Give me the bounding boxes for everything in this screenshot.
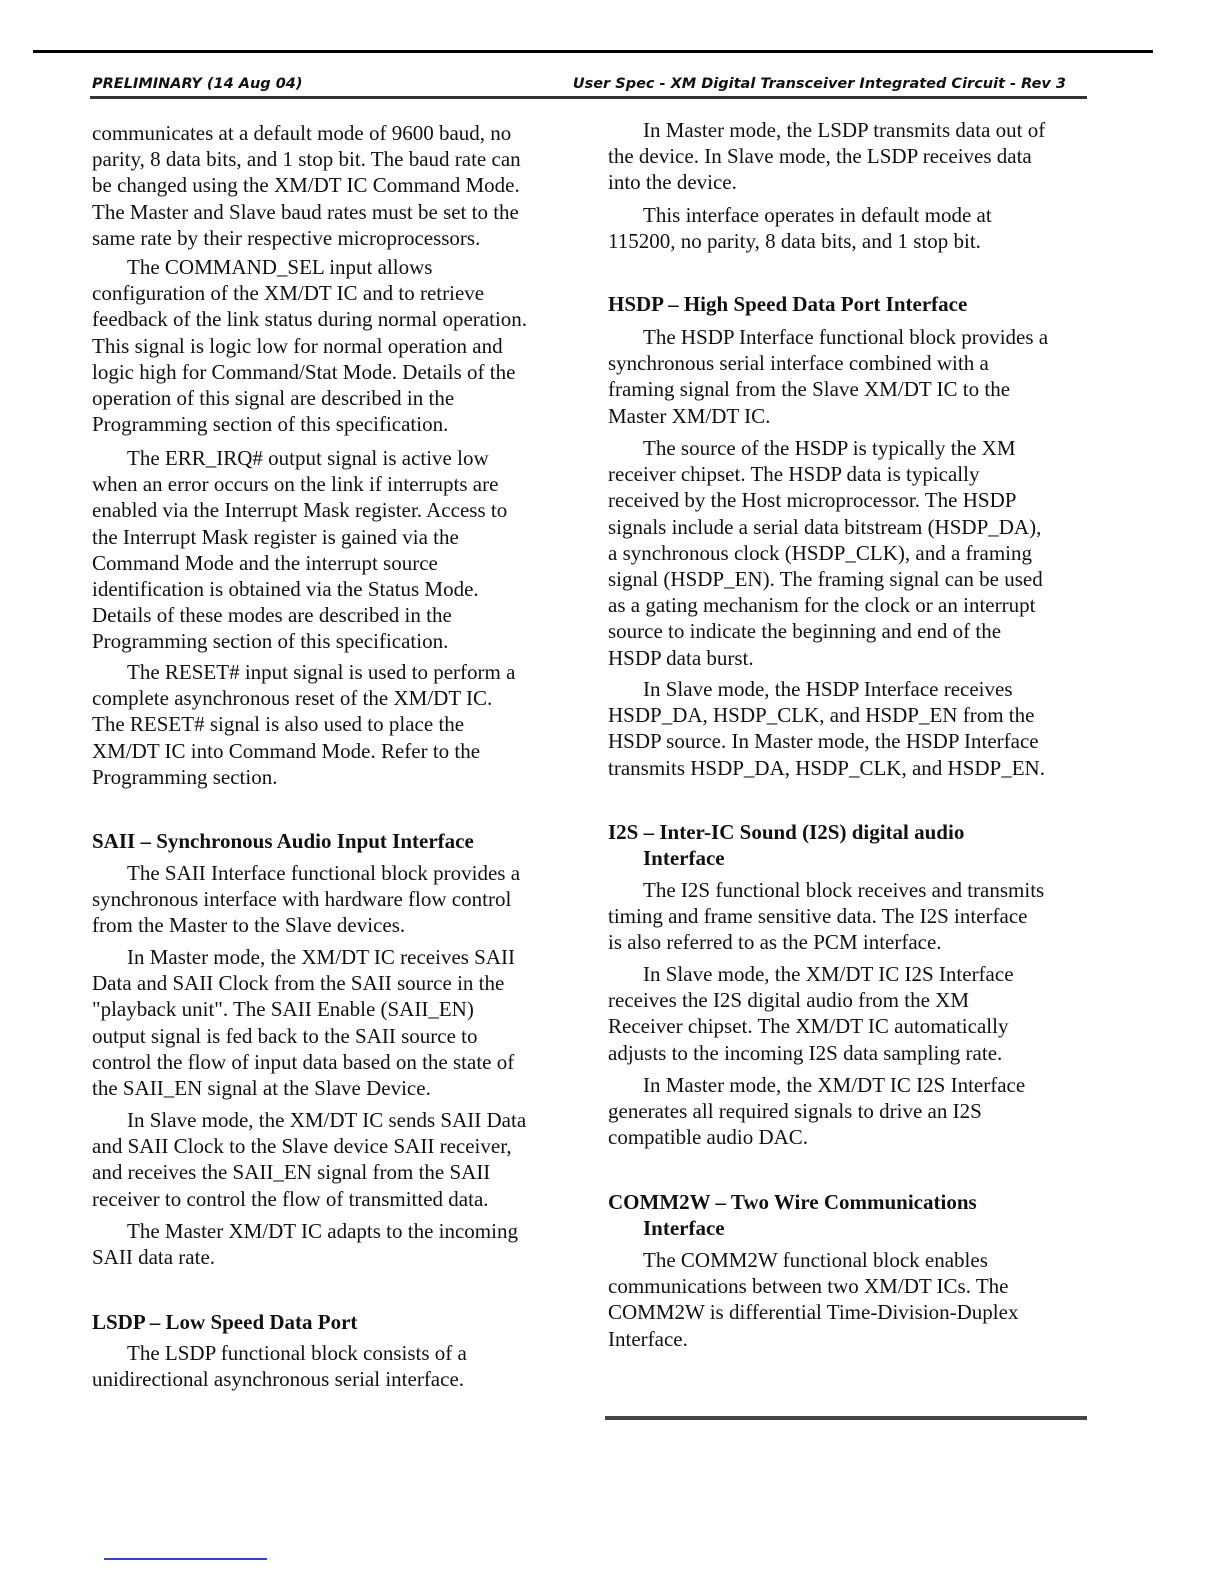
text-line: The COMM2W functional block enables: [643, 1248, 988, 1272]
text-line: The Master and Slave baud rates must be set to the: [92, 199, 519, 224]
text-line: parity, 8 data bits, and 1 stop bit. The baud rate can: [92, 147, 521, 172]
text-line: In Slave mode, the HSDP Interface receives: [643, 677, 1013, 701]
paragraph: [608, 202, 992, 254]
end-rule: [605, 1416, 1087, 1420]
paragraph: [608, 961, 1014, 1066]
heading-line: LSDP – Low Speed Data Port: [92, 1310, 358, 1334]
text-line: Command Mode and the interrupt source: [92, 550, 438, 575]
text-line: timing and frame sensitive data. The I2S interface: [608, 904, 1028, 929]
text-line: output signal is fed back to the SAII source to: [92, 1023, 478, 1048]
section-heading: [608, 1189, 977, 1241]
text-line: The source of the HSDP is typically the XM: [643, 436, 1016, 460]
text-line: The COMMAND_SEL input allows: [127, 255, 433, 279]
paragraph: [608, 324, 1048, 429]
paragraph: [608, 435, 1043, 671]
text-line: a synchronous clock (HSDP_CLK), and a framing: [608, 540, 1032, 565]
text-line: COMM2W is differential Time-Division-Duplex: [608, 1300, 1019, 1325]
text-line: Programming section of this specification.: [92, 629, 449, 654]
paragraph: [608, 117, 1045, 196]
header-left: PRELIMINARY (14 Aug 04): [92, 76, 303, 92]
paragraph: [92, 254, 527, 437]
paragraph: [92, 120, 521, 251]
text-line: complete asynchronous reset of the XM/DT IC.: [92, 686, 493, 711]
footnote-rule: [104, 1558, 267, 1560]
text-line: This interface operates in default mode at: [643, 203, 992, 227]
text-line: In Slave mode, the XM/DT IC I2S Interface: [643, 962, 1014, 986]
text-line: logic high for Command/Stat Mode. Details of the: [92, 359, 516, 384]
text-line: operation of this signal are described in the: [92, 386, 455, 411]
text-line: from the Master to the Slave devices.: [92, 913, 406, 938]
text-line: Data and SAII Clock from the SAII source in the: [92, 971, 505, 996]
text-line: 115200, no parity, 8 data bits, and 1 stop bit.: [608, 229, 981, 254]
text-line: HSDP data burst.: [608, 645, 754, 670]
text-line: The Master XM/DT IC adapts to the incoming: [127, 1219, 518, 1243]
text-line: Receiver chipset. The XM/DT IC automatically: [608, 1014, 1009, 1039]
text-line: The RESET# input signal is used to perform a: [127, 660, 516, 684]
heading-line: Interface: [643, 1216, 725, 1241]
paragraph: [608, 877, 1044, 956]
paragraph: [92, 1107, 526, 1212]
text-line: XM/DT IC into Command Mode. Refer to the: [92, 738, 481, 763]
text-line: The I2S functional block receives and transmits: [643, 878, 1045, 902]
text-line: synchronous interface with hardware flow control: [92, 887, 512, 912]
text-line: In Slave mode, the XM/DT IC sends SAII Data: [127, 1108, 527, 1132]
text-line: the SAII_EN signal at the Slave Device.: [92, 1076, 431, 1101]
heading-line: I2S – Inter-IC Sound (I2S) digital audio: [608, 820, 965, 844]
text-line: The LSDP functional block consists of a: [127, 1341, 467, 1365]
text-line: framing signal from the Slave XM/DT IC to the: [608, 377, 1011, 402]
text-line: The RESET# signal is also used to place the: [92, 712, 465, 737]
text-line: unidirectional asynchronous serial interface.: [92, 1367, 465, 1392]
text-line: source to indicate the beginning and end of the: [608, 619, 1002, 644]
text-line: the device. In Slave mode, the LSDP receives data: [608, 144, 1032, 169]
text-line: adjusts to the incoming I2S data sampling rate.: [608, 1040, 1003, 1065]
text-line: signals include a serial data bitstream (HSDP_DA),: [608, 514, 1042, 539]
text-line: Programming section.: [92, 764, 278, 789]
text-line: and receives the SAII_EN signal from the SAII: [92, 1160, 491, 1185]
text-line: signal (HSDP_EN). The framing signal can be used: [608, 567, 1043, 592]
text-line: synchronous serial interface combined with a: [608, 351, 989, 376]
text-line: receiver chipset. The HSDP data is typically: [608, 462, 980, 487]
text-line: This signal is logic low for normal operation and: [92, 333, 503, 358]
text-line: identification is obtained via the Status Mode.: [92, 577, 479, 602]
heading-line: COMM2W – Two Wire Communications: [608, 1190, 977, 1214]
text-line: be changed using the XM/DT IC Command Mode.: [92, 173, 520, 198]
text-line: feedback of the link status during normal operation.: [92, 307, 528, 332]
section-heading: [608, 819, 964, 871]
text-line: In Master mode, the XM/DT IC receives SAII: [127, 945, 516, 969]
heading-line: SAII – Synchronous Audio Input Interface: [92, 829, 474, 853]
text-line: Details of these modes are described in the: [92, 603, 452, 628]
text-line: receives the I2S digital audio from the XM: [608, 988, 969, 1013]
paragraph: [92, 1218, 518, 1270]
text-line: Interface.: [608, 1326, 688, 1351]
text-line: receiver to control the flow of transmitted data.: [92, 1186, 489, 1211]
text-line: into the device.: [608, 170, 737, 195]
text-line: when an error occurs on the link if interrupts are: [92, 472, 499, 497]
text-line: HSDP_DA, HSDP_CLK, and HSDP_EN from the: [608, 703, 1035, 728]
text-line: is also referred to as the PCM interface.: [608, 930, 942, 955]
paragraph: [92, 659, 515, 790]
text-line: communications between two XM/DT ICs. The: [608, 1274, 1009, 1299]
text-line: HSDP source. In Master mode, the HSDP Interface: [608, 729, 1039, 754]
text-line: In Master mode, the XM/DT IC I2S Interface: [643, 1073, 1026, 1097]
text-line: generates all required signals to drive an I2S: [608, 1099, 982, 1124]
text-line: In Master mode, the LSDP transmits data out of: [643, 118, 1046, 142]
text-line: control the flow of input data based on the state of: [92, 1049, 515, 1074]
paragraph: [92, 445, 507, 655]
text-line: SAII data rate.: [92, 1245, 216, 1270]
heading-line: HSDP – High Speed Data Port Interface: [608, 292, 968, 316]
header-right: User Spec - XM Digital Transceiver Integrated Circuit - Rev 3: [572, 76, 1066, 92]
section-heading: [608, 291, 967, 317]
paragraph: [608, 1072, 1025, 1151]
text-line: the Interrupt Mask register is gained via the: [92, 524, 459, 549]
paragraph: [92, 944, 515, 1101]
text-line: transmits HSDP_DA, HSDP_CLK, and HSDP_EN.: [608, 755, 1045, 780]
text-line: Programming section of this specification.: [92, 412, 449, 437]
text-line: same rate by their respective microprocessors.: [92, 225, 481, 250]
text-line: communicates at a default mode of 9600 baud, no: [92, 121, 512, 145]
top-rule: [33, 50, 1153, 53]
paragraph: [92, 1340, 467, 1392]
text-line: compatible audio DAC.: [608, 1125, 809, 1150]
text-line: received by the Host microprocessor. The HSDP: [608, 488, 1017, 513]
section-heading: [92, 828, 474, 854]
text-line: and SAII Clock to the Slave device SAII receiver,: [92, 1134, 512, 1159]
text-line: The ERR_IRQ# output signal is active low: [127, 446, 489, 470]
text-line: enabled via the Interrupt Mask register. Access to: [92, 498, 508, 523]
paragraph: [608, 676, 1045, 781]
text-line: "playback unit". The SAII Enable (SAII_EN): [92, 997, 474, 1022]
heading-line: Interface: [643, 846, 725, 871]
section-heading: [92, 1309, 357, 1335]
paragraph: [608, 1247, 1018, 1352]
text-line: as a gating mechanism for the clock or an interrupt: [608, 593, 1036, 618]
text-line: configuration of the XM/DT IC and to retrieve: [92, 281, 485, 306]
text-line: Master XM/DT IC.: [608, 403, 771, 428]
text-line: The HSDP Interface functional block provides a: [643, 325, 1049, 349]
text-line: The SAII Interface functional block provides a: [127, 861, 521, 885]
paragraph: [92, 860, 520, 939]
header-rule: [90, 96, 1087, 99]
